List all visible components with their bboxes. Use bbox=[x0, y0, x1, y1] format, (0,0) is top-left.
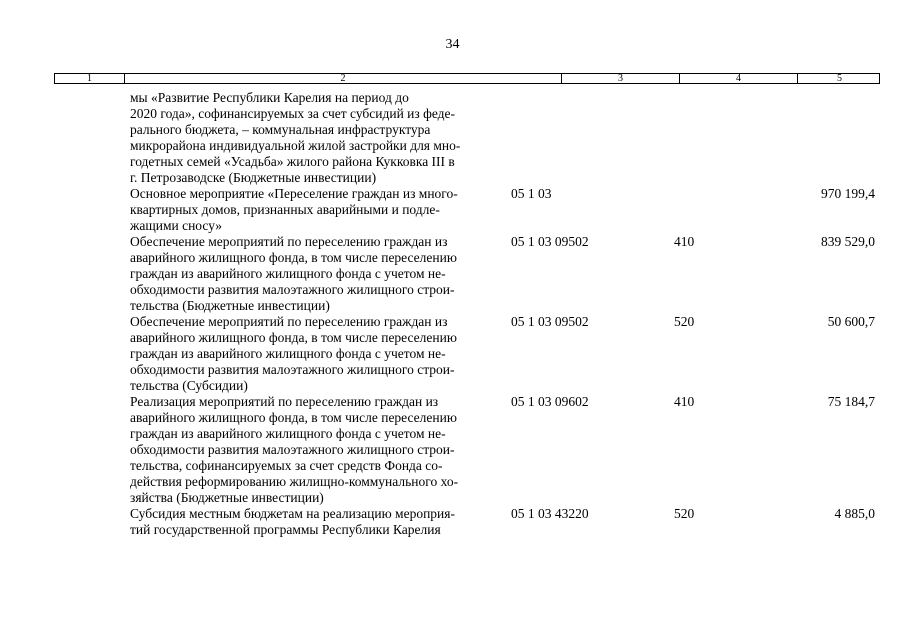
row-expense-type: 410 bbox=[674, 394, 695, 409]
table-row bbox=[0, 394, 905, 506]
row-expense-type: 410 bbox=[674, 234, 695, 249]
header-col-5: 5 bbox=[797, 74, 881, 83]
table-header-row bbox=[54, 73, 880, 84]
row-code: 05 1 03 09502 bbox=[511, 234, 589, 249]
row-amount: 839 529,0 bbox=[821, 234, 875, 249]
table-row bbox=[0, 506, 905, 538]
row-description: Субсидия местным бюджетам на реализацию мероприя- тий государственной программы Республики Карелия bbox=[130, 506, 455, 537]
row-code: 05 1 03 09602 bbox=[511, 394, 589, 409]
header-col-1: 1 bbox=[87, 73, 92, 84]
row-expense-type: 520 bbox=[674, 314, 695, 329]
page-number: 34 bbox=[445, 37, 460, 52]
table-row bbox=[0, 234, 905, 314]
row-expense-type: 520 bbox=[674, 506, 695, 521]
table-body bbox=[0, 90, 905, 538]
row-amount: 50 600,7 bbox=[827, 314, 875, 329]
table-row bbox=[0, 90, 905, 186]
header-col-2: 2 bbox=[124, 74, 561, 83]
row-description: мы «Развитие Республики Карелия на период до 2020 года», софинансируемых за счет субсидий из феде- рального бюджета, – коммунальная инфраструктура микрорайона индивидуальной жилой застройки для мно- годетных семей «Усадьба» жилого района Кукковка III в г. Петрозаводске (Бюджетные инвестиции) bbox=[130, 90, 461, 185]
row-amount: 75 184,7 bbox=[827, 394, 875, 409]
table-row bbox=[0, 314, 905, 394]
row-description: Обеспечение мероприятий по переселению граждан из аварийного жилищного фонда, в том числе переселению граждан из аварийного жилищного фонда с учетом не- обходимости развития малоэтажного жилищного строи- тельства (Бюджетные инвестиции) bbox=[130, 234, 457, 313]
row-description: Обеспечение мероприятий по переселению граждан из аварийного жилищного фонда, в том числе переселению граждан из аварийного жилищного фонда с учетом не- обходимости развития малоэтажного жилищного строи- тельства (Субсидии) bbox=[130, 314, 457, 393]
row-description: Основное мероприятие «Переселение граждан из много- квартирных домов, признанных аварийными и подле- жащими сносу» bbox=[130, 186, 458, 233]
row-code: 05 1 03 43220 bbox=[511, 506, 589, 521]
row-amount: 4 885,0 bbox=[834, 506, 875, 521]
header-col-4: 4 bbox=[679, 74, 797, 83]
header-col-3: 3 bbox=[561, 74, 679, 83]
row-code: 05 1 03 09502 bbox=[511, 314, 589, 329]
row-amount: 970 199,4 bbox=[821, 186, 875, 201]
row-description: Реализация мероприятий по переселению граждан из аварийного жилищного фонда, в том числе переселению граждан из аварийного жилищного фонда с учетом не- обходимости развития малоэтажного жилищного строи- тельства, софинансируемых за счет средств Фонда со- действия реформированию жилищно-коммунального хо- зяйства (Бюджетные инвестиции) bbox=[130, 394, 459, 505]
row-code: 05 1 03 bbox=[511, 186, 552, 201]
table-row bbox=[0, 186, 905, 234]
